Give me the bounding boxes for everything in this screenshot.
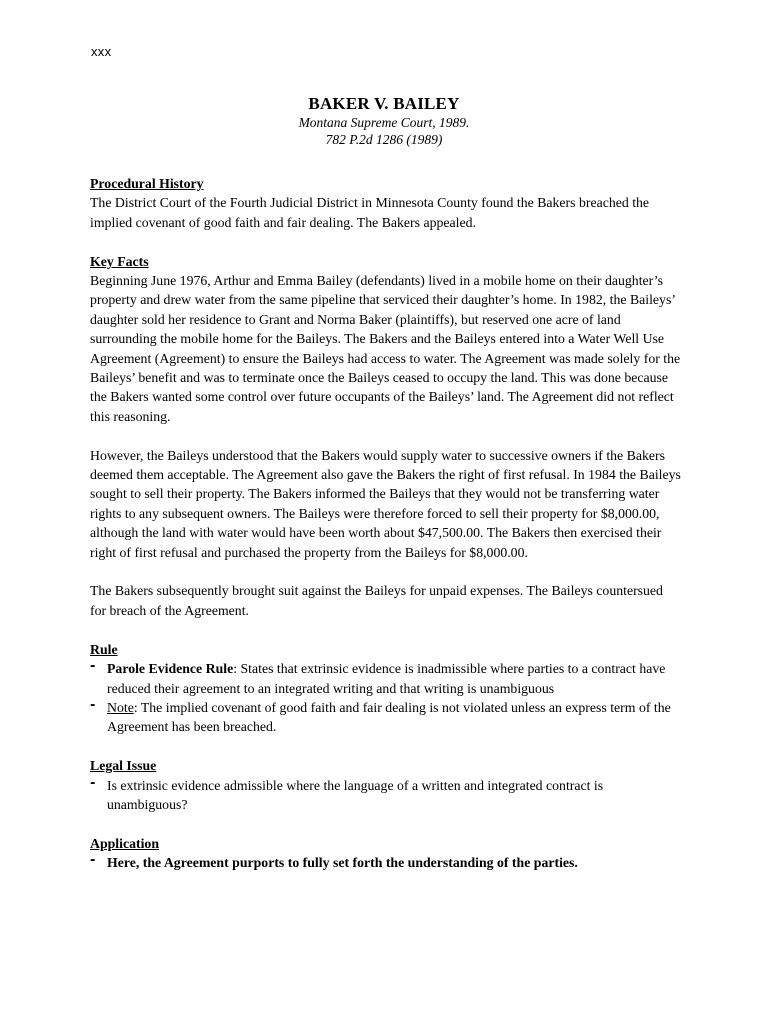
bullet-dash-icon: - [90,775,96,791]
legal-issue-list [90,776,682,815]
bullet-dash-icon: - [90,853,96,869]
header-mark: xxx [91,44,112,59]
legal-issue-heading: Legal Issue [90,758,157,774]
procedural-history-heading: Procedural History [90,176,204,191]
brief-content [90,174,682,873]
legal-issue-text: Is extrinsic evidence admissible where the language of a written and integrated contract is unambiguous? [107,777,604,812]
application-text: Here, the Agreement purports to fully set forth the understanding of the parties. [107,855,578,871]
case-title: BAKER V. BAILEY [308,94,460,113]
key-facts-paragraph-1: Beginning June 1976, Arthur and Emma Bailey (defendants) lived in a mobile home on their daughter’s property and drew water from the same pipeline that serviced their daughter’s home. In 1982, the Baileys’ daughter sold her residence to Grant and Norma Baker (plaintiffs), but reserved one acre of land surrounding the mobile home for the Baileys. The Bakers and the Baileys entered into a Water Well Use Agreement (Agreement) to ensure the Baileys had access to water. The Agreement was made solely for the Baileys’ benefit and was to terminate once the Baileys ceased to occupy the land. This was done because the Bakers wanted some control over future occupants of the Baileys’ land. The Agreement did not reflect this reasoning. [90,273,681,424]
procedural-history-text: The District Court of the Fourth Judicial District in Minnesota County found the Bakers breached the implied covenant of good faith and fair dealing. The Bakers appealed. [90,195,650,230]
bullet-dash-icon: - [90,697,96,713]
rule-heading: Rule [90,641,118,657]
bullet-dash-icon: - [90,659,96,675]
rule-item-text: : States that extrinsic evidence is inadmissible where parties to a contract have reduced their agreement to an integrated writing and that writing is unambiguous [107,661,666,696]
rule-item [90,698,682,737]
application-item [90,853,682,872]
key-facts-paragraph-2: However, the Baileys understood that the Bakers would supply water to successive owners if the Bakers deemed them acceptable. The Agreement also gave the Bakers the right of first refusal. In 1984 the Baileys sought to sell their property. The Bakers informed the Baileys that they would not be transferring water rights to any subsequent owners. The Baileys were therefore forced to sell their property for $8,000.00, although the land with water would have been worth about $47,500.00. The Bakers then exercised their right of first refusal and purchased the property from the Baileys for $8,000.00. [90,447,681,560]
application-heading: Application [90,835,159,851]
rule-item [90,659,682,698]
application-list [90,853,682,872]
case-title-block [0,93,768,148]
case-court: Montana Supreme Court, 1989. [298,115,470,130]
rule-item-label: Note [107,699,134,715]
key-facts-heading: Key Facts [90,253,149,269]
rule-item-text: : The implied covenant of good faith and fair dealing is not violated unless an express term of the Agreement has been breached. [107,699,671,735]
case-citation: 782 P.2d 1286 (1989) [325,132,443,147]
rule-item-label: Parole Evidence Rule [107,661,234,677]
rule-list [90,659,682,737]
key-facts-paragraph-3: The Bakers subsequently brought suit against the Baileys for unpaid expenses. The Baileys countersued for breach of the Agreement. [90,583,663,618]
legal-issue-item [90,776,682,815]
